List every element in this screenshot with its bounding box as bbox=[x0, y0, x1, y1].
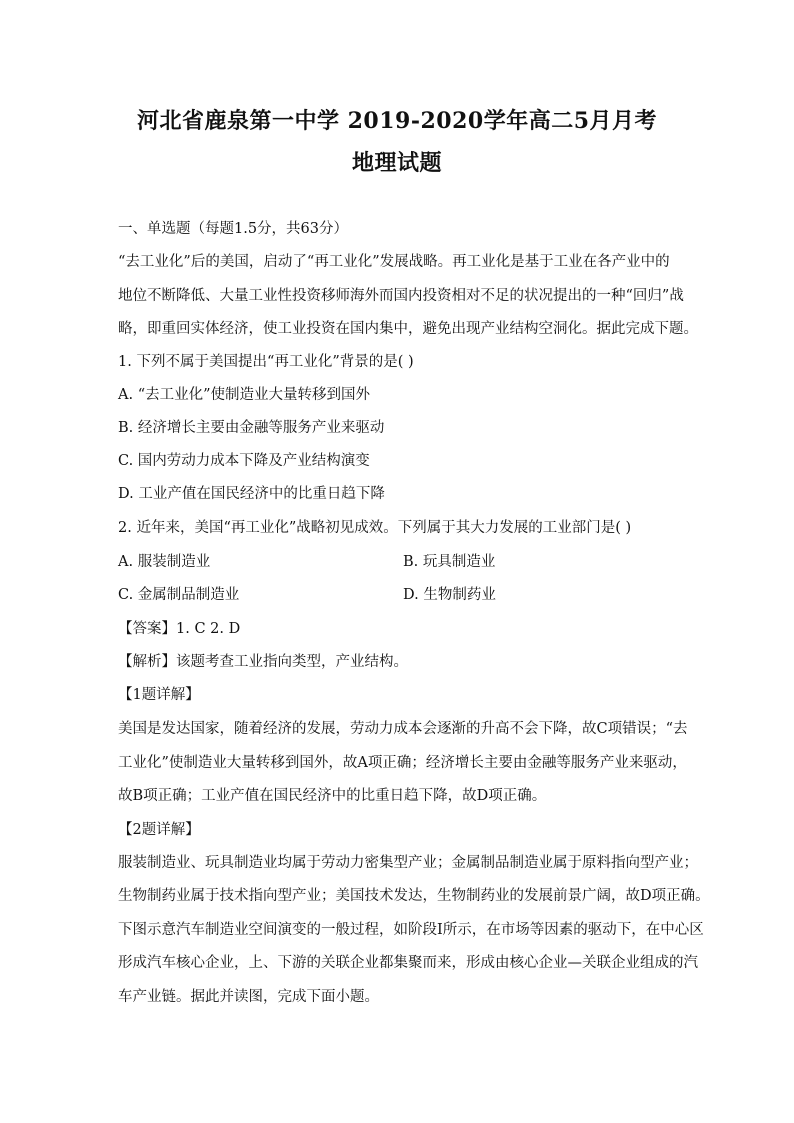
next-intro-line: 下图示意汽车制造业空间演变的一般过程，如阶段Ⅰ所示，在市场等因素的驱动下，在中心区 bbox=[118, 922, 704, 938]
intro-line: “去工业化”后的美国，启动了“再工业化”发展战略。再工业化是基于工业在各产业中的 bbox=[118, 254, 670, 270]
analysis-line: 【解析】该题考查工业指向类型，产业结构。 bbox=[118, 654, 408, 670]
detail-1-line: 美国是发达国家，随着经济的发展，劳动力成本会逐渐的升高不会下降，故C项错误；“去 bbox=[118, 721, 688, 737]
detail-1-line: 故B项正确；工业产值在国民经济中的比重日趋下降，故D项正确。 bbox=[118, 788, 547, 804]
question-1-option-a: A. “去工业化”使制造业大量转移到国外 bbox=[118, 387, 371, 403]
detail-2-line: 服装制造业、玩具制造业均属于劳动力密集型产业；金属制品制造业属于原料指向型产业； bbox=[118, 855, 698, 871]
document-subtitle: 地理试题 bbox=[351, 150, 442, 176]
answer-line: 【答案】1. C 2. D bbox=[118, 621, 241, 637]
question-2-option-d: D. 生物制药业 bbox=[403, 587, 496, 603]
question-2-stem: 2. 近年来，美国“再工业化”战略初见成效。下列属于其大力发展的工业部门是( ) bbox=[118, 520, 632, 536]
question-1-option-c: C. 国内劳动力成本下降及产业结构演变 bbox=[118, 453, 370, 469]
next-intro-line: 车产业链。据此并读图，完成下面小题。 bbox=[118, 989, 379, 1005]
question-1-stem: 1. 下列不属于美国提出“再工业化”背景的是( ) bbox=[118, 354, 414, 370]
document-title: 河北省鹿泉第一中学 2019-2020学年高二5月月考 bbox=[136, 108, 658, 134]
detail-2-line: 生物制药业属于技术指向型产业；美国技术发达，生物制药业的发展前景广阔，故D项正确。 bbox=[118, 888, 710, 904]
question-2-option-a: A. 服装制造业 bbox=[118, 554, 211, 570]
question-1-option-b: B. 经济增长主要由金融等服务产业来驱动 bbox=[118, 420, 385, 436]
detail-1-heading: 【1题详解】 bbox=[118, 687, 200, 703]
question-2-option-b: B. 玩具制造业 bbox=[403, 554, 496, 570]
detail-1-line: 工业化”使制造业大量转移到国外，故A项正确；经济增长主要由金融等服务产业来驱动， bbox=[118, 755, 687, 771]
next-intro-line: 形成汽车核心企业，上、下游的关联企业都集聚而来，形成由核心企业—关联企业组成的汽 bbox=[118, 955, 698, 971]
section-heading: 一、单选题（每题1.5分，共63分） bbox=[118, 221, 349, 237]
detail-2-heading: 【2题详解】 bbox=[118, 822, 200, 838]
intro-line: 地位不断降低、大量工业性投资移师海外而国内投资相对不足的状况提出的一种“回归”战 bbox=[118, 288, 684, 304]
question-1-option-d: D. 工业产值在国民经济中的比重日趋下降 bbox=[118, 486, 385, 502]
question-2-option-c: C. 金属制品制造业 bbox=[118, 587, 240, 603]
intro-line: 略，即重回实体经济，使工业投资在国内集中，避免出现产业结构空洞化。据此完成下题。 bbox=[118, 321, 698, 337]
